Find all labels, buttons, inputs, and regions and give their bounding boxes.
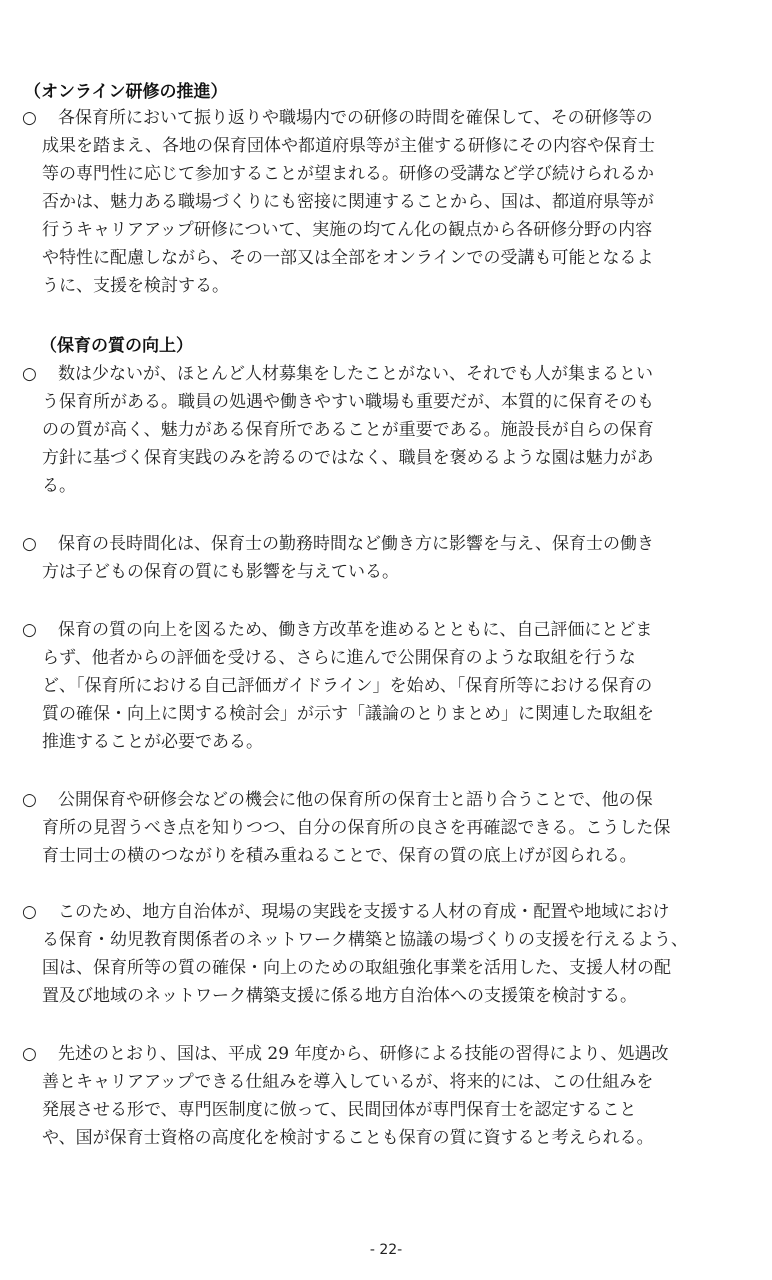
- text-line: 等の専門性に応じて参加することが望まれる。研修の受講など学び続けられるか: [42, 164, 654, 184]
- text-line: 数は少ないが、ほとんど人材募集をしたことがない、それでも人が集まるとい: [58, 364, 653, 384]
- text-line: 方は子どもの保育の質にも影響を与えている。: [42, 562, 399, 582]
- text-line: 置及び地域のネットワーク構築支援に係る地方自治体への支援策を検討する。: [42, 986, 637, 1006]
- section-heading-quality-improvement: （保育の質の向上）: [40, 336, 193, 356]
- text-line: 育士同士の横のつながりを積み重ねることで、保育の質の底上げが図られる。: [42, 846, 637, 866]
- text-line: 先述のとおり、国は、平成 29 年度から、研修による技能の習得により、処遇改: [58, 1044, 669, 1064]
- text-line: ど、「保育所における自己評価ガイドライン」を始め、「保育所等における保育の: [42, 676, 653, 696]
- text-line: 善とキャリアアップできる仕組みを導入しているが、将来的には、この仕組みを: [42, 1072, 654, 1092]
- bullet-circle: ○: [22, 902, 37, 922]
- text-line: 公開保育や研修会などの機会に他の保育所の保育士と語り合うことで、他の保: [58, 790, 653, 810]
- paragraph-quality-4: [22, 786, 752, 870]
- text-line: 行うキャリアアップ研修について、実施の均てん化の観点から各研修分野の内容: [42, 220, 653, 240]
- text-line: る。: [42, 476, 76, 496]
- paragraph-quality-5: [22, 898, 752, 1010]
- text-line: る保育・幼児教育関係者のネットワーク構築と協議の場づくりの支援を行えるよう、: [42, 930, 688, 950]
- text-line: 育所の見習うべき点を知りつつ、自分の保育所の良さを再確認できる。こうした保: [42, 818, 671, 838]
- text-line: 否かは、魅力ある職場づくりにも密接に関連することから、国は、都道府県等が: [42, 192, 654, 212]
- text-line: う保育所がある。職員の処遇や働きやすい職場も重要だが、本質的に保育そのも: [42, 392, 654, 412]
- text-line: このため、地方自治体が、現場の実践を支援する人材の育成・配置や地域におけ: [58, 902, 670, 922]
- bullet-circle: ○: [22, 534, 37, 554]
- page-number: - 22-: [369, 1242, 403, 1258]
- bullet-circle: ○: [22, 108, 37, 128]
- section-heading-online-training: （オンライン研修の推進）: [24, 82, 228, 102]
- text-line: 方針に基づく保育実践のみを誇るのではなく、職員を褒めるような園は魅力があ: [42, 448, 654, 468]
- bullet-circle: ○: [22, 790, 37, 810]
- text-line: 保育の質の向上を図るため、働き方改革を進めるとともに、自己評価にとどま: [58, 620, 653, 640]
- text-line: 推進することが必要である。: [42, 732, 263, 752]
- paragraph-quality-1: [22, 360, 752, 500]
- text-line: 国は、保育所等の質の確保・向上のための取組強化事業を活用した、支援人材の配: [42, 958, 671, 978]
- paragraph-quality-6: [22, 1040, 752, 1152]
- text-line: 発展させる形で、専門医制度に倣って、民間団体が専門保育士を認定すること: [42, 1100, 637, 1120]
- text-line: うに、支援を検討する。: [42, 276, 229, 296]
- text-line: や、国が保育士資格の高度化を検討することも保育の質に資すると考えられる。: [42, 1128, 654, 1148]
- text-line: らず、他者からの評価を受ける、さらに進んで公開保育のような取組を行うな: [42, 648, 636, 668]
- text-line: のの質が高く、魅力がある保育所であることが重要である。施設長が自らの保育: [42, 420, 654, 440]
- paragraph-quality-3: [22, 616, 752, 756]
- text-line: や特性に配慮しながら、その一部又は全部をオンラインでの受講も可能となるよ: [42, 248, 654, 268]
- bullet-circle: ○: [22, 1044, 37, 1064]
- text-line: 成果を踏まえ、各地の保育団体や都道府県等が主催する研修にその内容や保育士: [42, 136, 656, 156]
- text-line: 保育の長時間化は、保育士の勤務時間など働き方に影響を与え、保育士の働き: [58, 534, 655, 554]
- bullet-circle: ○: [22, 620, 37, 640]
- paragraph-quality-2: [22, 530, 752, 586]
- bullet-circle: ○: [22, 364, 37, 384]
- text-line: 各保育所において振り返りや職場内での研修の時間を確保して、その研修等の: [58, 108, 653, 128]
- text-line: 質の確保・向上に関する検討会」が示す「議論のとりまとめ」に関連した取組を: [42, 704, 654, 724]
- paragraph-online-training: [22, 104, 752, 300]
